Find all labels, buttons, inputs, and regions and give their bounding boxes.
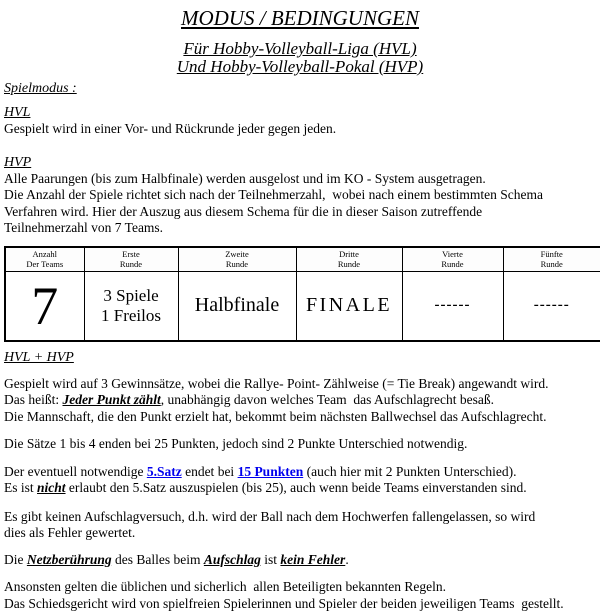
link-15-points[interactable]: 15 Punkten [238, 464, 304, 479]
rules-text-line [4, 552, 596, 569]
text-run: . [345, 552, 348, 567]
header-vierte-runde: Vierte Runde [402, 247, 503, 272]
hvl-hvp-heading: HVL + HVP [4, 350, 596, 366]
tournament-schema-table [4, 246, 600, 342]
cell-round4: ------ [402, 271, 503, 341]
link-fifth-set[interactable]: 5.Satz [147, 464, 182, 479]
rules-text-line [4, 392, 596, 409]
rules-text-line [4, 464, 596, 481]
emphasis-jeder-punkt-zaehlt: Jeder Punkt zählt [63, 392, 161, 407]
subtitle-hvl: Für Hobby-Volleyball-Liga (HVL) [4, 40, 596, 58]
rules-text-line: Die Mannschaft, die den Punkt erzielt hat, bekommt beim nächsten Ballwechsel das Aufschlagrecht. [4, 409, 596, 426]
rules-paragraph-general [4, 579, 596, 612]
header-dritte-runde: Dritte Runde [296, 247, 402, 272]
rules-paragraph-net-touch [4, 552, 596, 569]
hvl-text: Gespielt wird in einer Vor- und Rückrunde jeder gegen jeden. [4, 121, 596, 138]
rules-paragraph-serve [4, 509, 596, 542]
hvp-text-line: Teilnehmerzahl von 7 Teams. [4, 220, 596, 237]
table-data-row [5, 271, 600, 341]
header-fuenfte-runde: Fünfte Runde [503, 247, 600, 272]
rules-text-line: Das Schiedsgericht wird von spielfreien Spielerinnen und Spieler der beiden jeweiligen Teams gestellt. [4, 596, 596, 612]
header-zweite-runde: Zweite Runde [178, 247, 296, 272]
rules-paragraph-scoring [4, 376, 596, 426]
rules-text-line: Es gibt keinen Aufschlagversuch, d.h. wird der Ball nach dem Hochwerfen fallengelassen, so wird [4, 509, 596, 526]
spielmodus-heading: Spielmodus : [4, 80, 596, 97]
cell-round1: 3 Spiele 1 Freilos [84, 271, 178, 341]
rules-text-line: Ansonsten gelten die üblichen und sicherlich allen Beteiligten bekannten Regeln. [4, 579, 596, 596]
text-run: Es ist [4, 480, 37, 495]
emphasis-netzberuehrung: Netzberührung [27, 552, 112, 567]
rules-paragraph-fifth-set [4, 464, 596, 497]
text-run: , unabhängig davon welches Team das Aufschlagrecht besaß. [161, 392, 494, 407]
document-subtitles [4, 40, 596, 76]
rules-text-line: Gespielt wird auf 3 Gewinnsätze, wobei die Rallye- Point- Zählweise (= Tie Break) angewandt wird. [4, 376, 596, 393]
document-title: MODUS / BEDINGUNGEN [4, 5, 596, 31]
emphasis-aufschlag: Aufschlag [204, 552, 261, 567]
hvp-text-line: Die Anzahl der Spiele richtet sich nach der Teilnehmerzahl, wobei nach einem bestimmten Schema [4, 187, 596, 204]
header-anzahl-der-teams: Anzahl Der Teams [5, 247, 84, 272]
text-run: Der eventuell notwendige [4, 464, 147, 479]
cell-round3: FINALE [296, 271, 402, 341]
cell-team-count: 7 [5, 271, 84, 341]
rules-text-line [4, 480, 596, 497]
header-erste-runde: Erste Runde [84, 247, 178, 272]
hvp-text-line: Alle Paarungen (bis zum Halbfinale) werden ausgelost und im KO - System ausgetragen. [4, 171, 596, 188]
rules-text-line: dies als Fehler gewertet. [4, 525, 596, 542]
hvl-heading: HVL [4, 105, 596, 121]
hvp-paragraph [4, 171, 596, 237]
text-run: Das heißt: [4, 392, 63, 407]
subtitle-hvp: Und Hobby-Volleyball-Pokal (HVP) [4, 58, 596, 76]
text-run: des Balles beim [112, 552, 204, 567]
hvp-heading: HVP [4, 155, 596, 171]
rules-text-line: Die Sätze 1 bis 4 enden bei 25 Punkten, jedoch sind 2 Punkte Unterschied notwendig. [4, 436, 596, 453]
cell-round5: ------ [503, 271, 600, 341]
text-run: ist [261, 552, 281, 567]
text-run: Die [4, 552, 27, 567]
text-run: erlaubt den 5.Satz auszuspielen (bis 25), auch wenn beide Teams einverstanden sind. [66, 480, 527, 495]
cell-round2: Halbfinale [178, 271, 296, 341]
rules-paragraph-set-points [4, 436, 596, 453]
table-header-row [5, 247, 600, 272]
text-run: endet bei [182, 464, 238, 479]
emphasis-nicht: nicht [37, 480, 66, 495]
emphasis-kein-fehler: kein Fehler [280, 552, 345, 567]
text-run: (auch hier mit 2 Punkten Unterschied). [303, 464, 516, 479]
hvp-text-line: Verfahren wird. Hier der Auszug aus diesem Schema für die in dieser Saison zutreffende [4, 204, 596, 221]
